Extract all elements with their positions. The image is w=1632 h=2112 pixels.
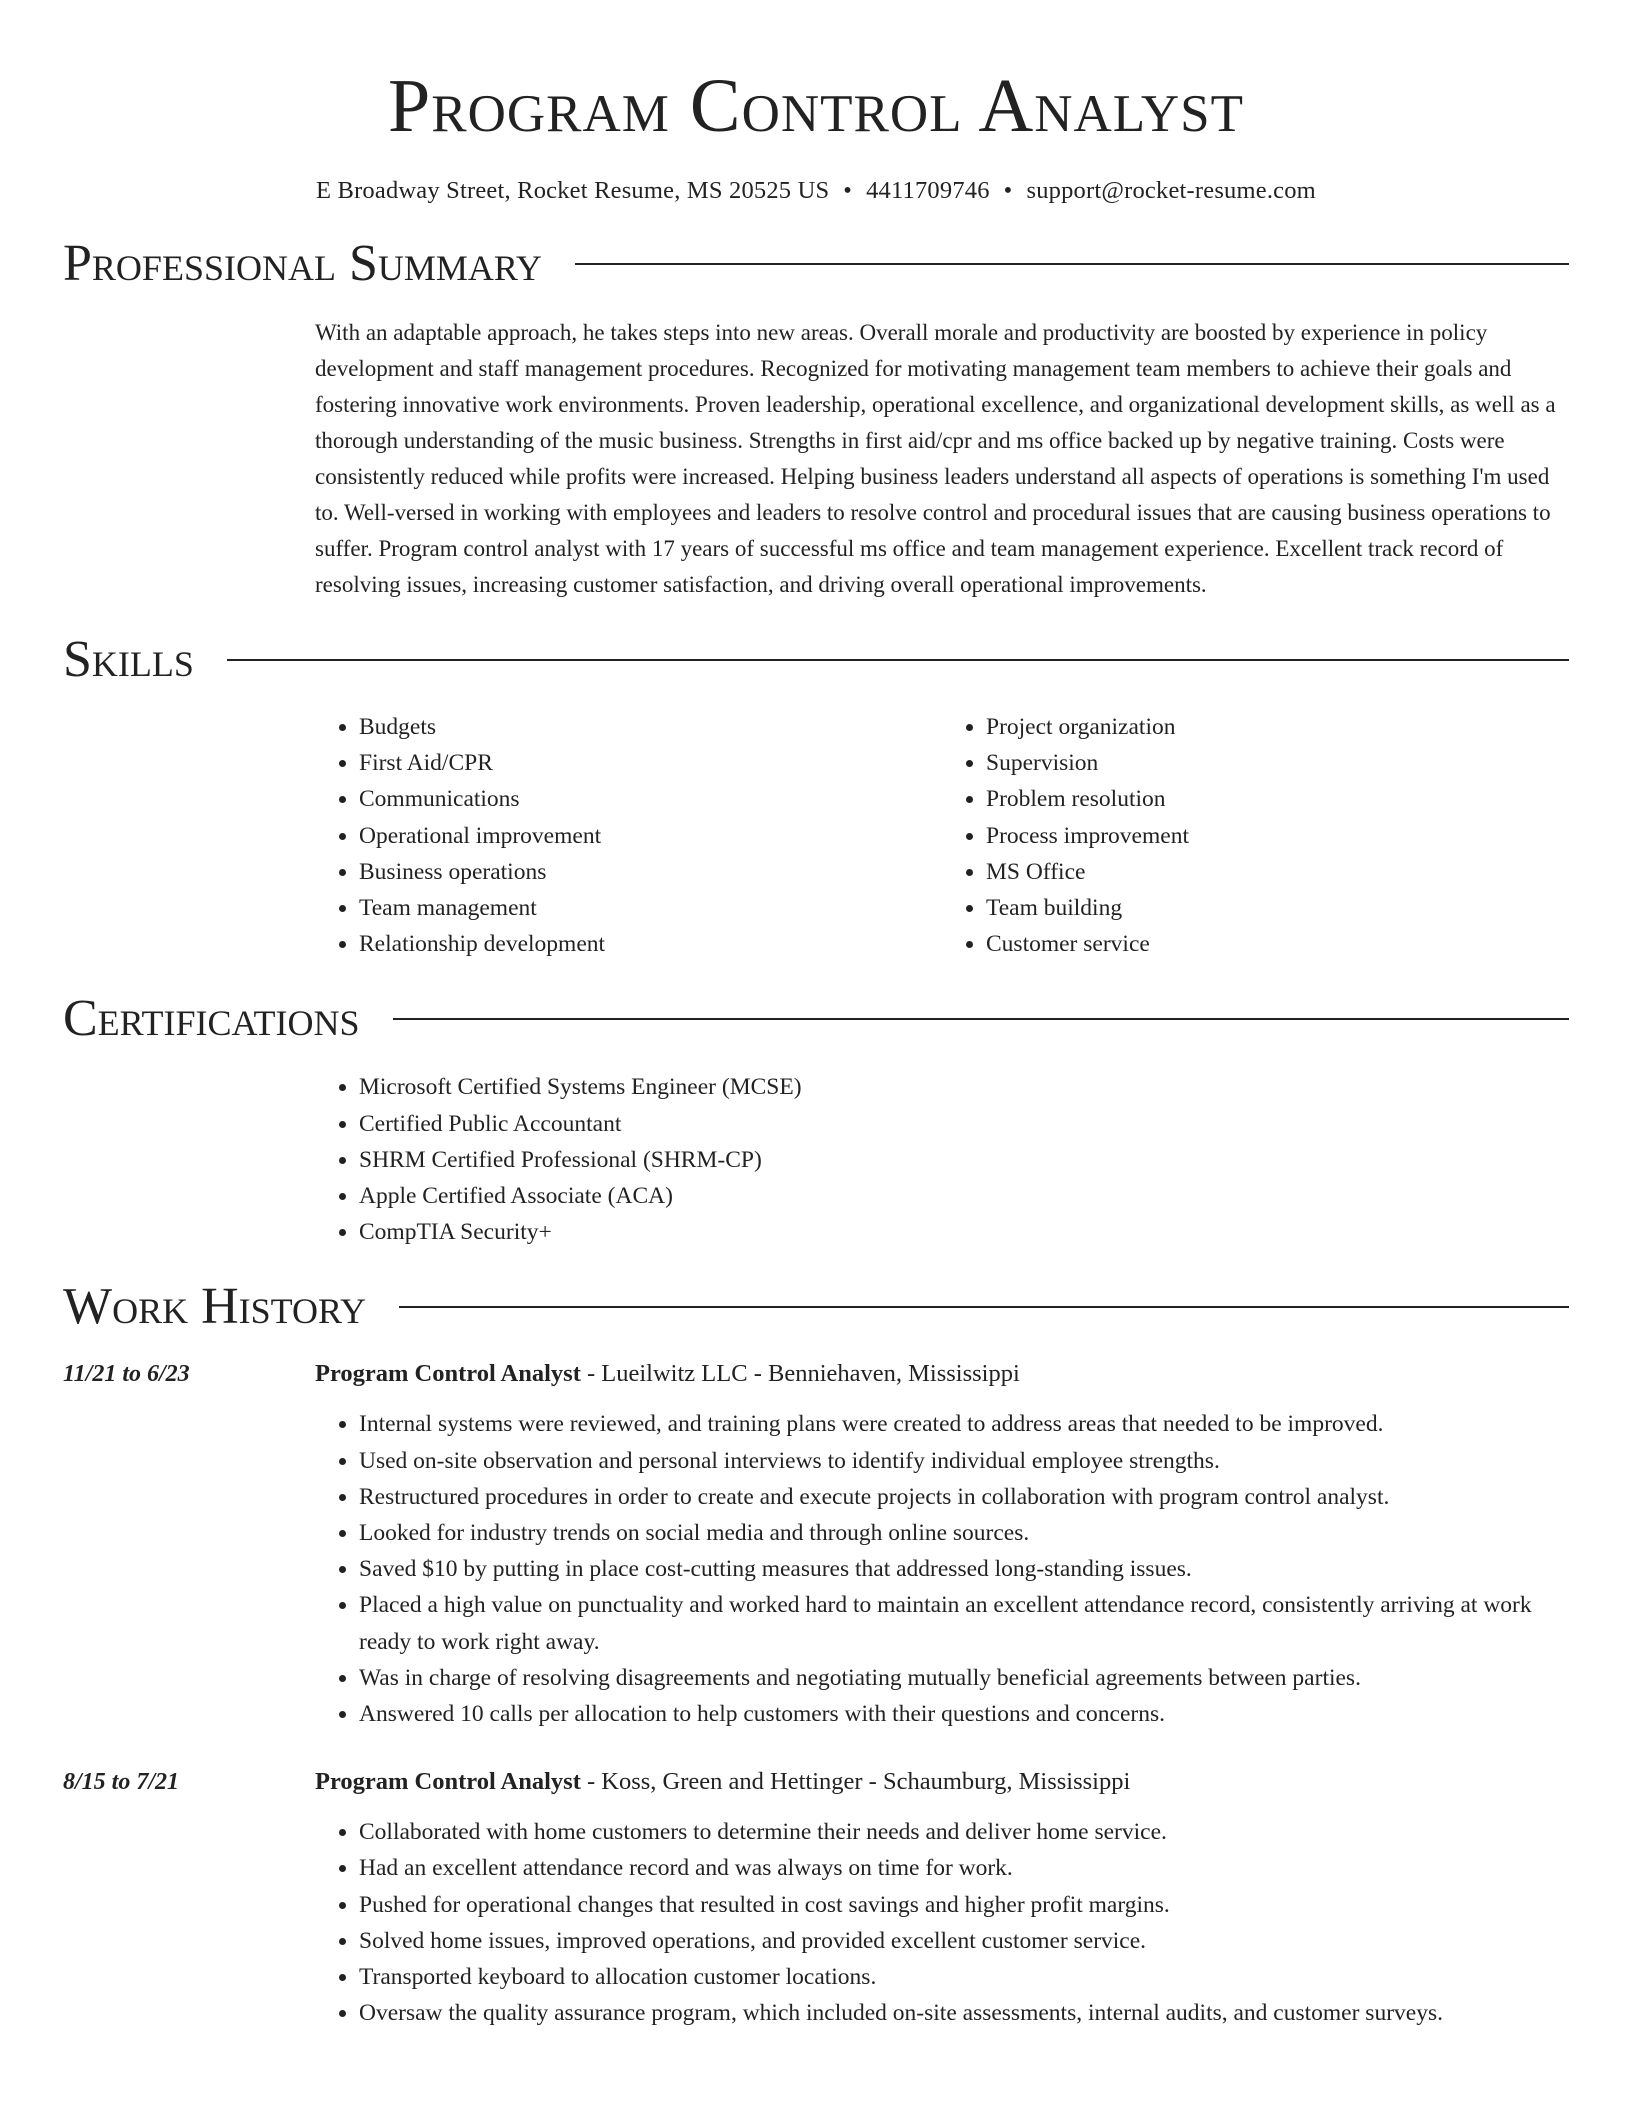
- work-history-section: [63, 1274, 1569, 2031]
- job-details: - Lueilwitz LLC - Benniehaven, Mississippi: [580, 1360, 1020, 1388]
- job-body: [315, 1356, 1569, 1732]
- job-entry: [63, 1764, 1569, 2031]
- job-role: Program Control Analyst: [315, 1768, 581, 1796]
- certification-item: • Microsoft Certified Systems Engineer (MCSE): [359, 1069, 1569, 1105]
- skill-item: • MS Office: [986, 854, 1569, 890]
- skill-item: • Team building: [986, 890, 1569, 926]
- skills-list: [315, 709, 1569, 962]
- job-bullets: [315, 1814, 1569, 2031]
- job-bullet: • Had an excellent attendance record and was always on time for work.: [359, 1850, 1569, 1886]
- contact-phone: 4411709746: [866, 177, 990, 204]
- skill-item: • Process improvement: [986, 818, 1569, 854]
- section-divider: [227, 659, 1569, 661]
- job-entry: [63, 1356, 1569, 1732]
- certification-item: • Certified Public Accountant: [359, 1106, 1569, 1142]
- contact-separator: •: [1003, 177, 1013, 204]
- certifications-section: [63, 986, 1569, 1250]
- skill-item: • First Aid/CPR: [359, 745, 942, 781]
- skill-item: • Project organization: [986, 709, 1569, 745]
- skill-item: • Team management: [359, 890, 942, 926]
- job-bullet: • Used on-site observation and personal interviews to identify individual employee strengths.: [359, 1443, 1569, 1479]
- job-bullet: • Looked for industry trends on social media and through online sources.: [359, 1515, 1569, 1551]
- job-details: - Koss, Green and Hettinger - Schaumburg, Mississippi: [580, 1768, 1131, 1796]
- certifications-heading: [63, 986, 1569, 1052]
- certification-item: • Apple Certified Associate (ACA): [359, 1178, 1569, 1214]
- skills-column-right: [942, 709, 1569, 962]
- job-dates: 11/21 to 6/23: [63, 1361, 190, 1388]
- skill-item: • Problem resolution: [986, 781, 1569, 817]
- job-bullet: • Pushed for operational changes that resulted in cost savings and higher profit margins.: [359, 1887, 1569, 1923]
- skill-item: • Operational improvement: [359, 818, 942, 854]
- certification-item: • SHRM Certified Professional (SHRM-CP): [359, 1142, 1569, 1178]
- job-header: [315, 1764, 1569, 1800]
- skill-item: • Business operations: [359, 854, 942, 890]
- certifications-list: [315, 1069, 1569, 1250]
- job-bullet: • Transported keyboard to allocation customer locations.: [359, 1959, 1569, 1995]
- contact-email: support@rocket-resume.com: [1026, 177, 1316, 204]
- skill-item: • Relationship development: [359, 926, 942, 962]
- certifications-items: [315, 1069, 1569, 1250]
- section-divider: [399, 1306, 1569, 1308]
- contact-line: [63, 174, 1569, 208]
- resume-name: Program Control Analyst: [388, 64, 1244, 148]
- job-bullet: • Placed a high value on punctuality and worked hard to maintain an excellent attendance record, consistently arriving at work ready to work right away.: [359, 1587, 1569, 1659]
- skill-item: • Supervision: [986, 745, 1569, 781]
- summary-section: [63, 231, 1569, 603]
- skills-section: [63, 627, 1569, 962]
- work-history-title: Work History: [63, 1278, 367, 1336]
- skill-item: • Communications: [359, 781, 942, 817]
- section-divider: [575, 263, 1569, 265]
- job-role: Program Control Analyst: [315, 1360, 581, 1388]
- certifications-title: Certifications: [63, 990, 360, 1048]
- summary-title: Professional Summary: [63, 235, 542, 292]
- job-header: [315, 1356, 1569, 1392]
- contact-separator: •: [843, 177, 853, 204]
- job-bullet: • Was in charge of resolving disagreements and negotiating mutually beneficial agreements between parties.: [359, 1660, 1569, 1696]
- job-bullet: • Collaborated with home customers to determine their needs and deliver home service.: [359, 1814, 1569, 1850]
- section-divider: [393, 1018, 1569, 1020]
- summary-body: [315, 315, 1569, 603]
- skills-title: Skills: [63, 631, 194, 688]
- job-bullet: • Solved home issues, improved operations, and provided excellent customer service.: [359, 1923, 1569, 1959]
- contact-address: E Broadway Street, Rocket Resume, MS 20525 US: [316, 177, 830, 204]
- skill-item: • Budgets: [359, 709, 942, 745]
- job-bullet: • Oversaw the quality assurance program, which included on-site assessments, internal audits, and customer surveys.: [359, 1995, 1569, 2031]
- job-bullet: • Restructured procedures in order to create and execute projects in collaboration with program control analyst.: [359, 1479, 1569, 1515]
- skills-heading: [63, 627, 1569, 693]
- summary-heading: [63, 231, 1569, 297]
- job-body: [315, 1764, 1569, 2031]
- job-bullet: • Internal systems were reviewed, and training plans were created to address areas that needed to be improved.: [359, 1406, 1569, 1442]
- skill-item: • Customer service: [986, 926, 1569, 962]
- job-dates: 8/15 to 7/21: [63, 1769, 180, 1796]
- work-history-heading: [63, 1274, 1569, 1340]
- job-bullet: • Saved $10 by putting in place cost-cutting measures that addressed long-standing issues.: [359, 1551, 1569, 1587]
- job-bullet: • Answered 10 calls per allocation to help customers with their questions and concerns.: [359, 1696, 1569, 1732]
- certification-item: • CompTIA Security+: [359, 1214, 1569, 1250]
- job-bullets: [315, 1406, 1569, 1732]
- skills-column-left: [315, 709, 942, 962]
- summary-text: With an adaptable approach, he takes steps into new areas. Overall morale and productivity are boosted by experience in policy development and staff management procedures. Recognized for motivating management team members to achieve their goals and fostering innovative work environments. Proven leadership, operational excellence, and organizational development skills, as well as a thorough understanding of the music business. Strengths in first aid/cpr and ms office backed up by negative training. Costs were consistently reduced while profits were increased. Helping business leaders understand all aspects of operations is something I'm used to. Well-versed in working with employees and leaders to resolve control and procedural issues that are causing business operations to suffer. Program control analyst with 17 years of successful ms office and team management experience. Excellent track record of resolving issues, increasing customer satisfaction, and driving overall operational improvements.: [315, 320, 1556, 597]
